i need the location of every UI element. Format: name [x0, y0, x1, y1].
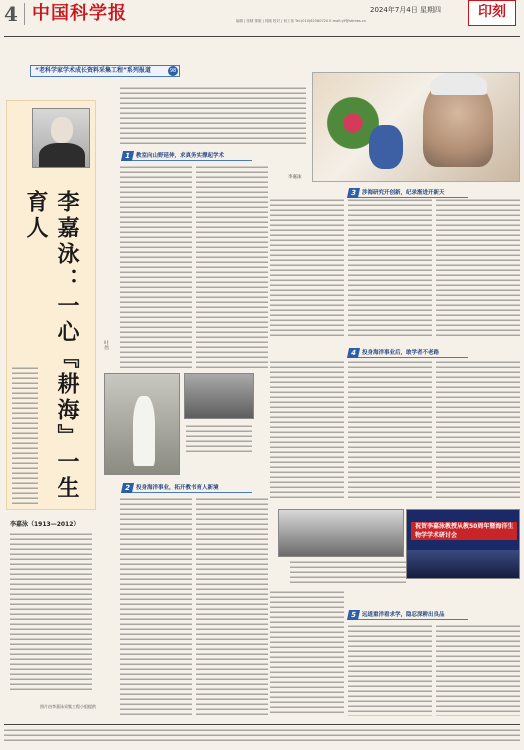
body-column	[436, 198, 520, 338]
body-column	[348, 624, 432, 716]
body-column	[270, 360, 344, 500]
section-heading-4	[348, 348, 468, 358]
masthead-logo: 中国科学报	[32, 3, 127, 24]
header-divider	[24, 3, 25, 25]
series-badge-icon: 98	[169, 68, 177, 74]
section-number: 5	[347, 610, 360, 620]
body-column	[196, 165, 268, 368]
header-rule	[4, 36, 520, 37]
body-column	[120, 165, 192, 368]
portrait-head	[51, 117, 73, 143]
section-heading-text: 教室向山野延伸，求真务实撑起学术	[136, 153, 225, 159]
body-column	[348, 360, 432, 500]
group-photo-caption	[186, 424, 252, 454]
section-heading-5	[348, 610, 468, 620]
body-column	[436, 360, 520, 500]
article-title: 李嘉泳：一心『耕海』一生育人	[23, 190, 79, 502]
body-column	[436, 624, 520, 716]
section-heading-text: 投身海洋事业，拓开教书育人新境	[136, 485, 219, 491]
footer-rule	[4, 724, 520, 725]
historic-photo-standing	[104, 373, 180, 475]
section-label: 印刻	[468, 0, 516, 26]
vase	[369, 125, 403, 169]
main-photo	[312, 72, 520, 182]
section-heading-3	[348, 188, 468, 198]
conference-caption	[290, 560, 406, 584]
abstract-text	[12, 366, 38, 506]
page-number: 4	[4, 2, 18, 26]
elder-hair	[431, 73, 487, 95]
body-column	[196, 497, 268, 715]
body-column	[120, 497, 192, 715]
body-column	[270, 590, 344, 715]
audience	[407, 550, 520, 579]
portrait-body	[39, 143, 85, 168]
lab-photo	[278, 509, 404, 557]
portrait-photo	[32, 108, 90, 168]
main-photo-caption: 李嘉泳	[288, 175, 302, 180]
article-byline: 叶伟	[103, 340, 109, 350]
bio-text	[10, 532, 92, 692]
conference-photo	[406, 509, 520, 579]
historic-photo-group	[184, 373, 254, 419]
section-heading-text: 远道重洋看求学，隐忍深耕出良品	[362, 612, 445, 618]
issue-date: 2024年7月4日 星期四	[370, 6, 441, 14]
conference-banner: 祝贺李嘉泳教授从教50周年暨海洋生物学学术研讨会	[411, 522, 517, 540]
footer-info	[4, 728, 520, 744]
series-banner: “老科学家学术成长资料采集工程”系列报道	[30, 65, 180, 77]
editor-contact: 编辑 | 张晴 排版 | 郭刚 校对 | 何工伟 Tel:(010)62580720 E-mail:ylf@stimes.cn	[236, 19, 366, 23]
section-number: 4	[347, 348, 360, 358]
photo-credit: 图片由李嘉泳采集工程小组提供	[40, 704, 96, 709]
section-heading-text: 投身海洋事业后，敢学者不老路	[362, 350, 440, 356]
intro-paragraph	[120, 86, 306, 146]
body-column	[348, 198, 432, 338]
section-number: 1	[121, 151, 134, 161]
bio-name: 李嘉泳（1913—2012）	[10, 521, 80, 528]
section-number: 2	[121, 483, 134, 493]
standing-figure	[133, 396, 155, 466]
section-number: 3	[347, 188, 360, 198]
section-heading-text: 涉海研究开创新，纪录渐进开新天	[362, 190, 445, 196]
section-heading-1	[122, 151, 252, 161]
body-column	[270, 198, 344, 338]
section-heading-2	[122, 483, 252, 493]
